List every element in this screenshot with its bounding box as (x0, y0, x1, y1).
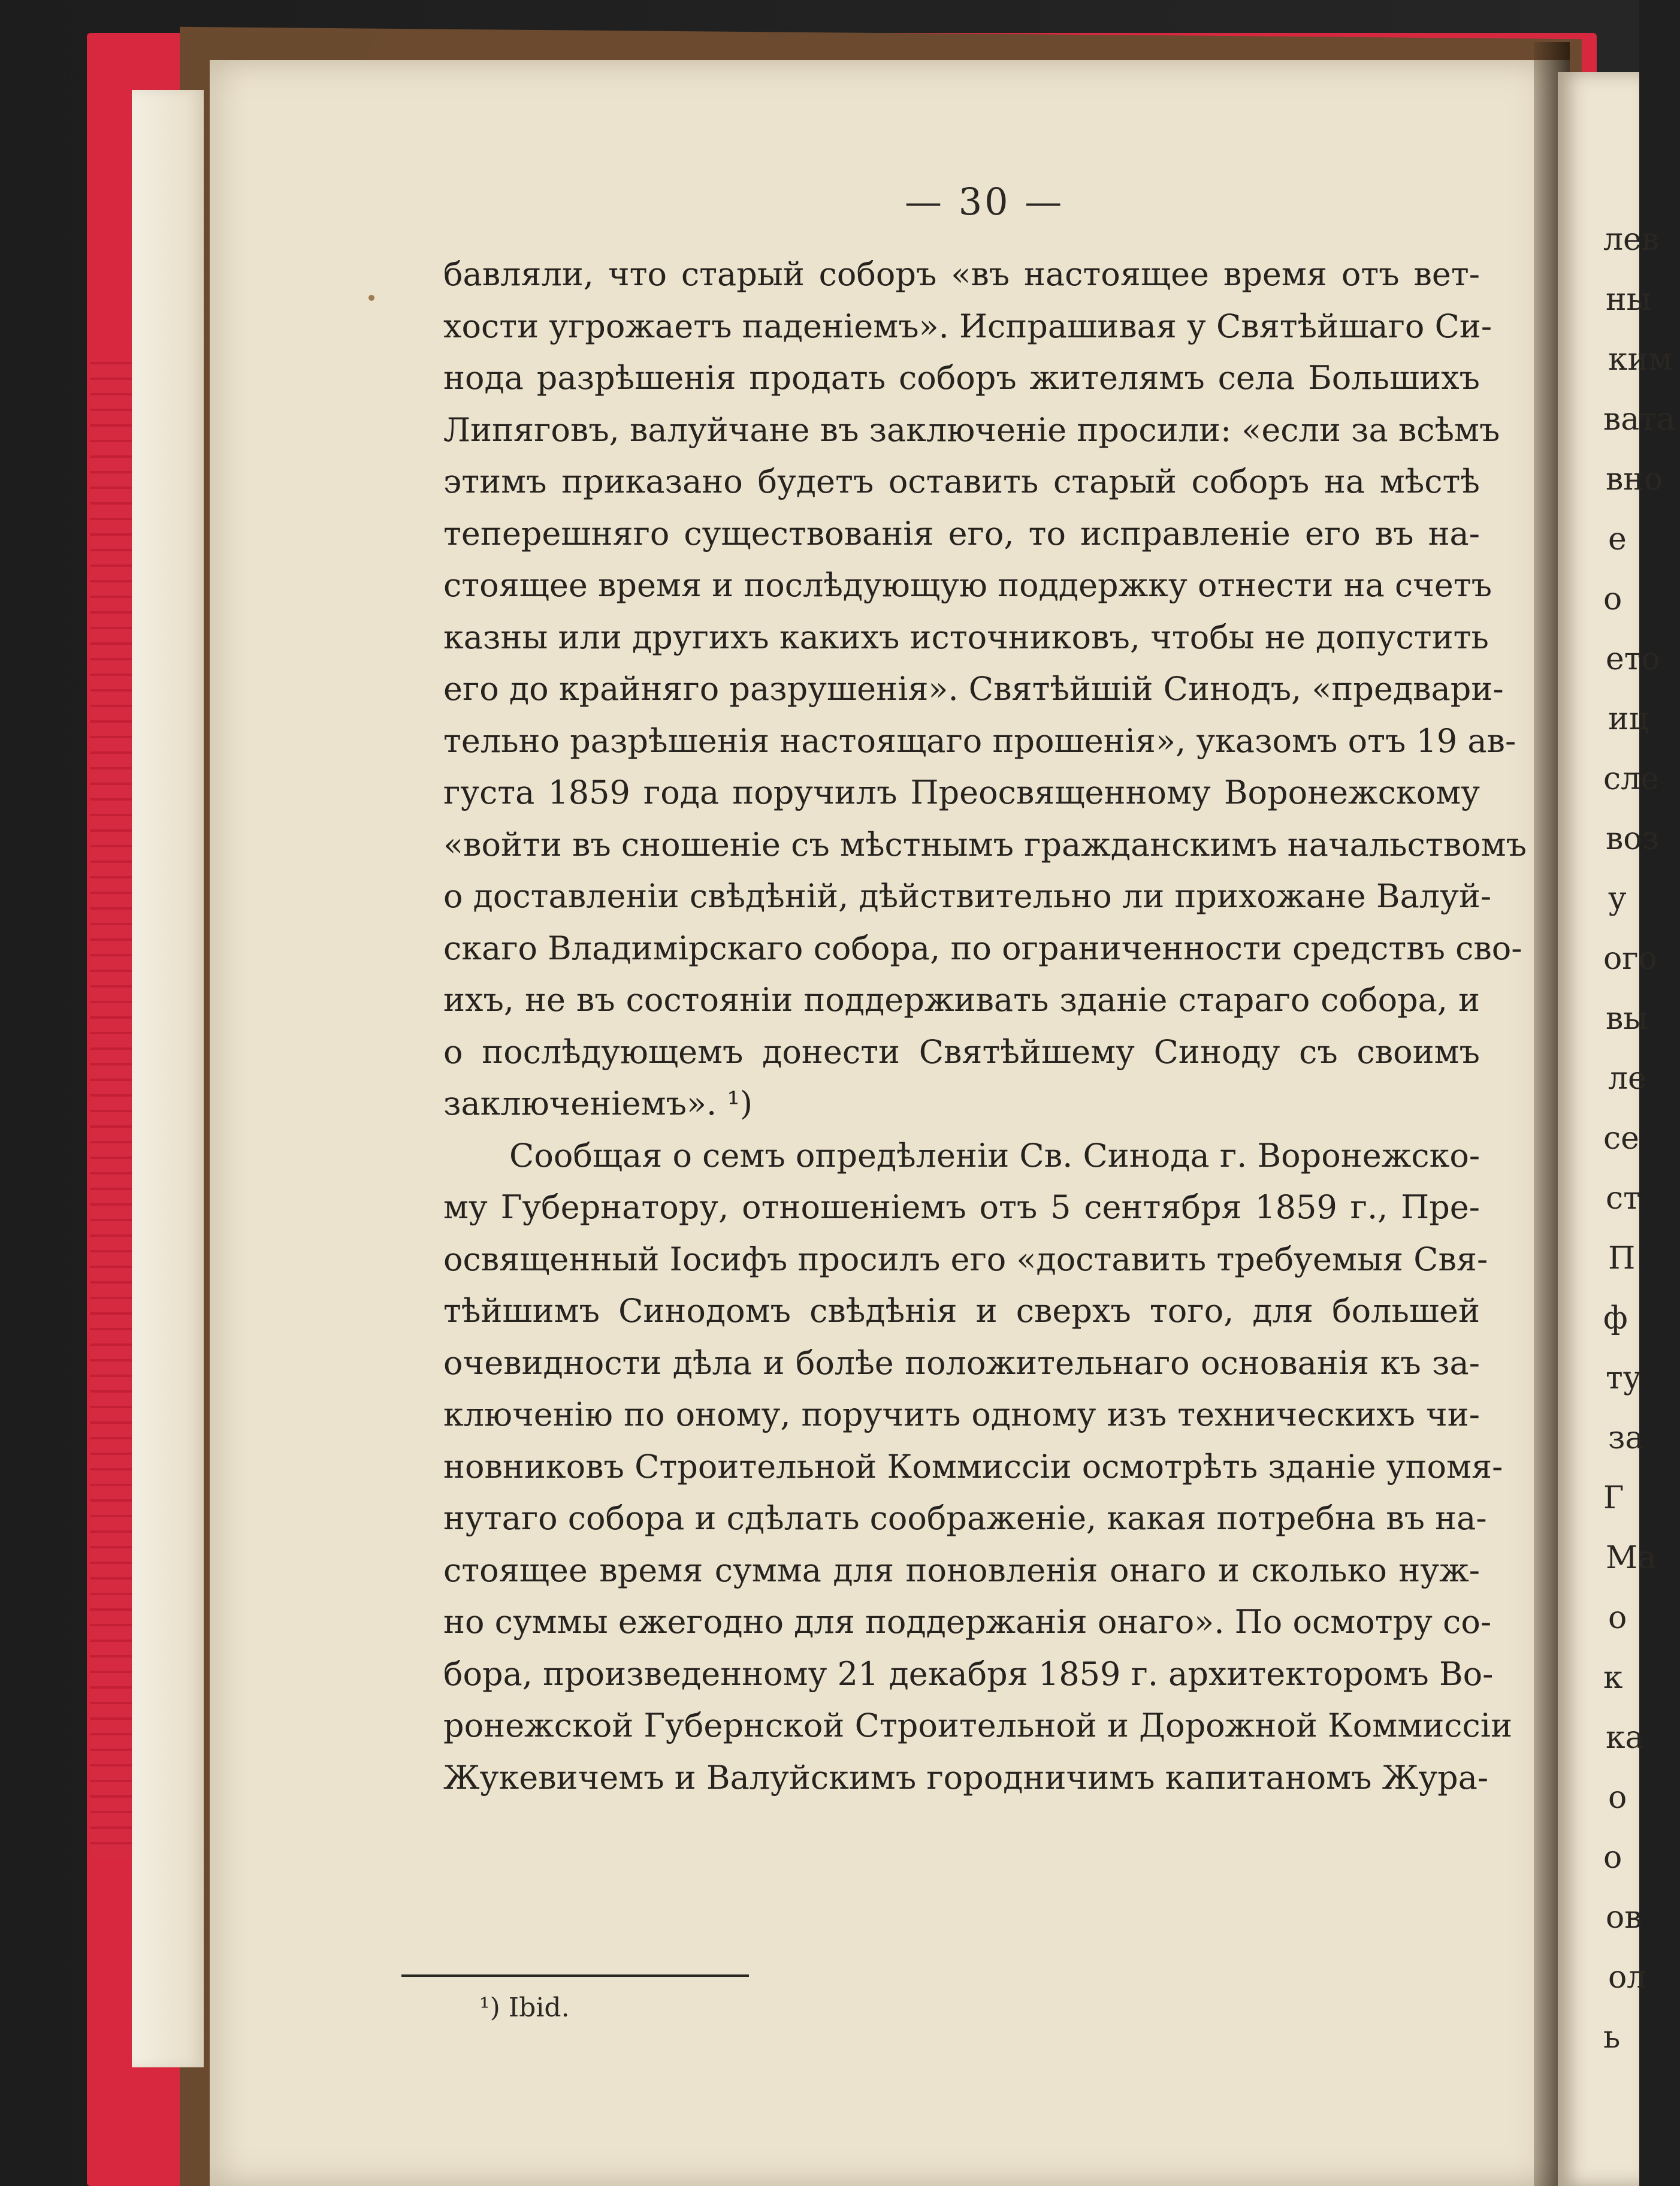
right-page-text-fragment: о (1603, 1840, 1622, 1876)
right-page-text-fragment: о (1603, 581, 1622, 617)
text-line: хости угрожаетъ паденіемъ». Испрашивая у Святѣйшаго Си- (443, 307, 1492, 345)
paper-speck (368, 295, 374, 301)
right-page-text-fragment: ле (1608, 1061, 1646, 1097)
text-line: освященный Іосифъ просилъ его «доставить требуемыя Свя- (443, 1240, 1488, 1278)
text-line: Жукевичемъ и Валуйскимъ городничимъ капитаномъ Жура- (443, 1758, 1489, 1796)
text-line: о доставленіи свѣдѣній, дѣйствительно ли прихожане Валуй- (443, 877, 1492, 915)
text-line: о послѣдующемъ донести Святѣйшему Синоду съ своимъ (443, 1032, 1480, 1071)
text-line: стоящее время и послѣдующую поддержку отнести на счетъ (443, 566, 1492, 604)
right-page-fragment (1558, 72, 1676, 2186)
right-page-text-fragment: вата (1603, 401, 1676, 437)
text-line: казны или другихъ какихъ источниковъ, чтобы не допустить (443, 618, 1489, 656)
text-line: теперешняго существованія его, то исправленіе его въ на- (443, 514, 1480, 552)
text-line: ключенію по оному, поручить одному изъ техническихъ чи- (443, 1396, 1480, 1433)
right-page-text-fragment: вы (1606, 1001, 1648, 1037)
text-line: ихъ, не въ состояніи поддерживать зданіе стараго собора, и (443, 981, 1480, 1019)
right-page-text-fragment: ь (1603, 2019, 1621, 2055)
page-number: — 30 — (905, 180, 1065, 224)
text-line: густа 1859 года поручилъ Преосвященному Воронежскому (443, 774, 1480, 811)
right-page-text-fragment: ту (1606, 1360, 1642, 1396)
right-page-text-fragment: у (1608, 881, 1627, 917)
right-page-text-fragment: за (1608, 1420, 1644, 1456)
text-line: очевидности дѣла и болѣе положительнаго основанія къ за- (443, 1343, 1480, 1382)
footnote: ¹) Ibid. (479, 1992, 570, 2023)
text-line: стоящее время сумма для поновленія онаго и сколько нуж- (443, 1551, 1480, 1589)
text-line: но суммы ежегодно для поддержанія онаго». По осмотру со- (443, 1603, 1492, 1641)
right-page-text-fragment: се (1603, 1121, 1639, 1157)
right-page-text-fragment: Г (1603, 1480, 1624, 1516)
text-line: скаго Владимірскаго собора, по ограниченности средствъ сво- (443, 929, 1522, 967)
right-page-text-fragment: вно (1606, 461, 1663, 497)
text-line: тельно разрѣшенія настоящаго прошенія», указомъ отъ 19 ав- (443, 721, 1516, 760)
text-line: Сообщая о семъ опредѣленіи Св. Синода г. Воронежско- (509, 1136, 1480, 1174)
right-page-text-fragment: о (1608, 1600, 1627, 1636)
right-page-text-fragment: к (1603, 1660, 1623, 1696)
right-page-text-fragment: П (1608, 1240, 1636, 1276)
right-page-text-fragment: воз (1606, 821, 1659, 857)
right-page-text-fragment: иц (1608, 701, 1649, 737)
text-line: бавляли, что старый соборъ «въ настоящее время отъ вет- (443, 255, 1480, 293)
text-line: ронежской Губернской Строительной и Дорожной Коммиссіи (443, 1707, 1513, 1744)
body-text (443, 249, 1527, 1804)
text-line: бора, произведенному 21 декабря 1859 г. архитекторомъ Во- (443, 1654, 1494, 1693)
right-page-text-fragment: лев (1603, 222, 1660, 258)
text-line: нутаго собора и сдѣлать соображеніе, какая потребна въ на- (443, 1499, 1487, 1537)
text-line: нода разрѣшенія продать соборъ жителямъ села Большихъ (443, 359, 1480, 397)
footnote-rule (401, 1974, 749, 1977)
right-page-text-fragment: ов (1606, 1900, 1642, 1936)
text-line: тѣйшимъ Синодомъ свѣдѣнія и сверхъ того, для большей (443, 1292, 1480, 1330)
text-line: его до крайняго разрушенія». Святѣйшій Синодъ, «предвари- (443, 670, 1504, 708)
text-line: новниковъ Строительной Коммиссіи осмотрѣть зданіе упомя- (443, 1447, 1503, 1485)
right-page-text-fragment: ка (1606, 1720, 1644, 1756)
text-line: «войти въ сношеніе съ мѣстнымъ гражданскимъ начальствомъ (443, 825, 1527, 863)
right-page-text-fragment: ого (1603, 941, 1657, 977)
right-page-text-fragment: сле (1603, 761, 1659, 797)
right-page-text-fragment: ето (1606, 641, 1660, 677)
right-page-text-fragment: ол (1608, 1959, 1647, 1995)
right-page-text-fragment: о (1608, 1780, 1627, 1816)
page-stack-edge (132, 90, 204, 2067)
text-line: Липяговъ, валуйчане въ заключеніе просили: «если за всѣмъ (443, 410, 1500, 449)
right-page-text-fragment: ны (1606, 282, 1652, 318)
right-page-text-fragment: ст (1606, 1180, 1640, 1216)
right-page-text-fragment: ким (1608, 342, 1673, 378)
right-page-text-fragment: е (1608, 521, 1627, 557)
text-line: этимъ приказано будетъ оставить старый соборъ на мѣстѣ (443, 463, 1480, 500)
text-line: заключеніемъ». ¹) (443, 1085, 753, 1122)
right-page-text-fragment: Ма (1606, 1540, 1657, 1576)
text-line: му Губернатору, отношеніемъ отъ 5 сентября 1859 г., Пре- (443, 1188, 1480, 1226)
right-page-text-fragment: ф (1603, 1300, 1628, 1336)
